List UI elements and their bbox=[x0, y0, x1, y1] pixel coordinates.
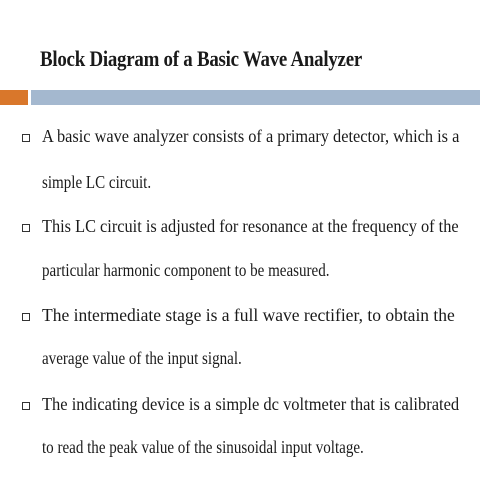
title-divider-bar bbox=[31, 90, 480, 105]
bullet-text-line: The indicating device is a simple dc voltmeter that is calibrated bbox=[42, 394, 460, 414]
hollow-square-bullet-icon bbox=[22, 224, 30, 232]
bullet-text-line: simple LC circuit. bbox=[42, 172, 152, 192]
bullet-text-line: particular harmonic component to be measured. bbox=[42, 260, 330, 280]
bullet-text-line: average value of the input signal. bbox=[42, 348, 242, 368]
bullet-text-line: A basic wave analyzer consists of a primary detector, which is a bbox=[42, 126, 460, 146]
hollow-square-bullet-icon bbox=[22, 313, 30, 321]
bullet-text-line: This LC circuit is adjusted for resonance at the frequency of the bbox=[42, 216, 459, 236]
bullet-text-line: to read the peak value of the sinusoidal input voltage. bbox=[42, 437, 364, 457]
hollow-square-bullet-icon bbox=[22, 402, 30, 410]
slide-title: Block Diagram of a Basic Wave Analyzer bbox=[40, 46, 362, 71]
hollow-square-bullet-icon bbox=[22, 134, 30, 142]
bullet-text-line: The intermediate stage is a full wave rectifier, to obtain the bbox=[42, 305, 455, 325]
title-accent-bar bbox=[0, 90, 28, 105]
